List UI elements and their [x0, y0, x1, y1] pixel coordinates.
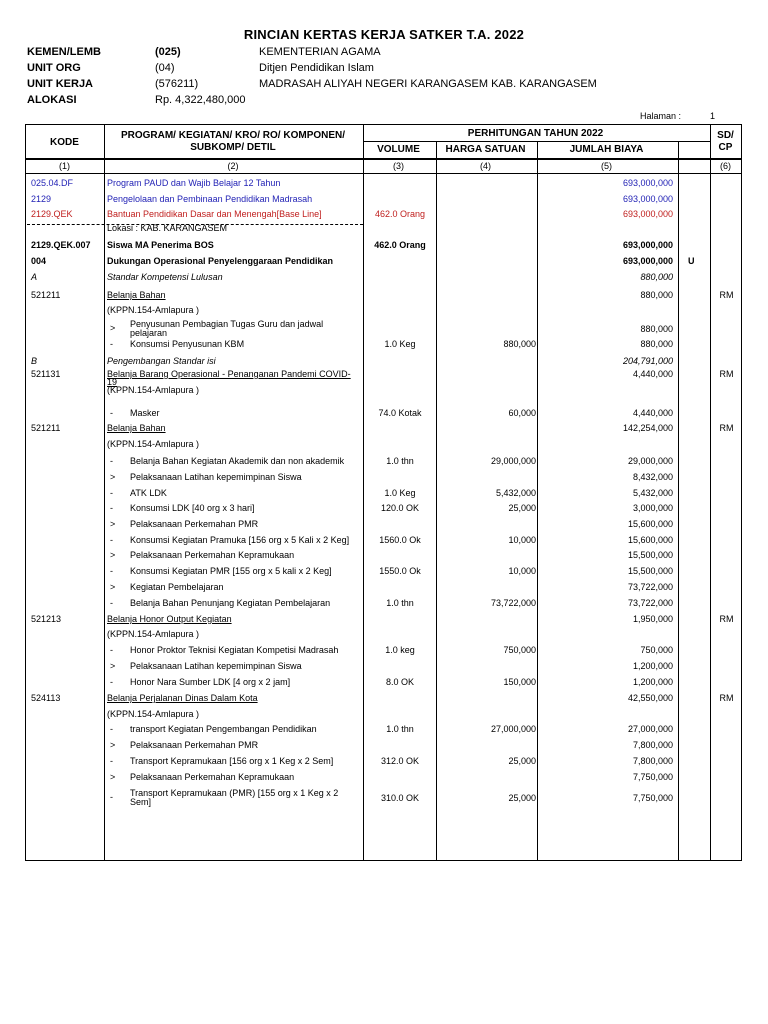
row-volume: 1.0 Keg	[384, 339, 416, 349]
row-detail: Belanja Bahan Kegiatan Akademik dan non akademik	[130, 456, 345, 466]
header-code: (025)	[155, 46, 181, 58]
row-program: (KPPN.154-Amlapura )	[107, 709, 200, 719]
row-volume: 74.0 Kotak	[378, 408, 422, 418]
row-kode: 025.04.DF	[31, 178, 74, 188]
col-number: (6)	[720, 161, 731, 171]
row-program: (KPPN.154-Amlapura )	[107, 439, 200, 449]
row-harga-satuan: 60,000	[508, 408, 536, 418]
col-number: (3)	[393, 161, 404, 171]
row-kode: 2129	[31, 194, 52, 204]
row-detail-cont: Sem]	[130, 797, 152, 807]
row-program: Bantuan Pendidikan Dasar dan Menengah[Base Line]	[107, 209, 322, 219]
row-detail: Pelaksanaan Latihan kepemimpinan Siswa	[130, 661, 302, 671]
row-jumlah-biaya: 204,791,000	[622, 356, 673, 366]
row-bullet: -	[110, 503, 113, 513]
row-volume: 310.0 OK	[380, 793, 420, 803]
row-bullet: -	[110, 456, 113, 466]
col-header-perhitungan: PERHITUNGAN TAHUN 2022	[467, 128, 604, 139]
row-sumber-dana: RM	[719, 693, 734, 703]
row-jumlah-biaya: 693,000,000	[622, 178, 673, 188]
row-bullet: -	[110, 756, 113, 766]
row-bullet: -	[110, 677, 113, 687]
row-detail: transport Kegiatan Pengembangan Pendidikan	[130, 724, 317, 734]
row-jumlah-biaya: 29,000,000	[627, 456, 673, 466]
row-detail: Pelaksanaan Perkemahan PMR	[130, 740, 259, 750]
row-jumlah-biaya: 7,750,000	[632, 772, 673, 782]
row-detail: Penyusunan Pembagian Tugas Guru dan jadwal	[130, 319, 324, 329]
row-kode: B	[31, 356, 38, 366]
row-detail-cont: pelajaran	[130, 328, 168, 338]
page-label: Halaman :	[640, 111, 682, 121]
row-bullet: >	[110, 550, 116, 560]
row-volume: 8.0 OK	[385, 677, 414, 687]
row-program: Program PAUD dan Wajib Belajar 12 Tahun	[107, 178, 281, 188]
page-number: 1	[710, 111, 716, 121]
document-title: RINCIAN KERTAS KERJA SATKER T.A. 2022	[243, 27, 525, 42]
row-detail: Masker	[130, 408, 160, 418]
row-jumlah-biaya: 142,254,000	[622, 423, 673, 433]
row-harga-satuan: 25,000	[508, 793, 536, 803]
col-header-cp: CP	[718, 142, 733, 153]
header-code: (04)	[155, 62, 175, 74]
row-kode: 004	[31, 256, 47, 266]
row-detail: Konsumsi Kegiatan Pramuka [156 org x 5 Kali x 2 Keg]	[130, 535, 350, 545]
row-jumlah-biaya: 750,000	[640, 645, 673, 655]
row-bullet: -	[110, 645, 113, 655]
row-detail: Konsumsi Penyusunan KBM	[130, 339, 245, 349]
row-kode: 521131	[31, 369, 61, 379]
row-kode: 521211	[31, 423, 61, 433]
row-bullet: -	[110, 408, 113, 418]
row-jumlah-biaya: 15,500,000	[627, 566, 673, 576]
row-bullet: >	[110, 740, 116, 750]
row-volume: 462.0 Orang	[374, 240, 426, 250]
row-jumlah-biaya: 693,000,000	[622, 256, 673, 266]
row-jumlah-biaya: 880,000	[640, 324, 673, 334]
row-bullet: >	[110, 772, 116, 782]
row-harga-satuan: 25,000	[508, 503, 536, 513]
row-detail: Pelaksanaan Latihan kepemimpinan Siswa	[130, 472, 302, 482]
row-kode: A	[31, 272, 38, 282]
row-detail: Belanja Bahan Penunjang Kegiatan Pembelajaran	[130, 598, 331, 608]
row-program: Dukungan Operasional Penyelenggaraan Pendidikan	[107, 256, 334, 266]
row-jumlah-biaya: 73,722,000	[627, 598, 673, 608]
row-bullet: >	[110, 582, 116, 592]
row-program: Pengelolaan dan Pembinaan Pendidikan Madrasah	[107, 194, 313, 204]
row-divider	[26, 173, 741, 174]
row-bullet: -	[110, 598, 113, 608]
header-label: ALOKASI	[27, 94, 77, 106]
row-detail: Kegiatan Pembelajaran	[130, 582, 224, 592]
row-jumlah-biaya: 693,000,000	[622, 194, 673, 204]
row-sumber-dana: RM	[719, 423, 734, 433]
row-kode: 524113	[31, 693, 61, 703]
row-kode: 521213	[31, 614, 62, 624]
row-sumber-dana: RM	[719, 369, 734, 379]
row-jumlah-biaya: 7,800,000	[632, 740, 673, 750]
header-code: (576211)	[155, 78, 199, 90]
row-program: (KPPN.154-Amlapura )	[107, 305, 200, 315]
row-program: Belanja Honor Output Kegiatan	[107, 614, 232, 624]
row-harga-satuan: 750,000	[503, 645, 536, 655]
col-header-volume: VOLUME	[377, 144, 420, 155]
row-bullet: -	[110, 724, 113, 734]
row-harga-satuan: 29,000,000	[490, 456, 536, 466]
col-divider	[537, 141, 538, 860]
row-divider	[363, 141, 710, 142]
row-bullet: -	[110, 339, 113, 349]
row-harga-satuan: 10,000	[508, 566, 536, 576]
row-jumlah-biaya: 27,000,000	[627, 724, 673, 734]
row-detail: Konsumsi Kegiatan PMR [155 org x 5 kali x 2 Keg]	[130, 566, 332, 576]
row-bullet: -	[110, 488, 113, 498]
col-divider	[104, 125, 105, 860]
header-code: Rp. 4,322,480,000	[155, 94, 246, 106]
row-detail: Pelaksanaan Perkemahan Kepramukaan	[130, 772, 295, 782]
row-harga-satuan: 27,000,000	[490, 724, 536, 734]
col-divider	[678, 141, 679, 860]
row-jumlah-biaya: 15,600,000	[627, 535, 673, 545]
row-bullet: -	[110, 792, 113, 802]
row-detail: Pelaksanaan Perkemahan Kepramukaan	[130, 550, 295, 560]
row-harga-satuan: 10,000	[508, 535, 536, 545]
col-number: (5)	[601, 161, 612, 171]
header-name: MADRASAH ALIYAH NEGERI KARANGASEM KAB. KARANGASEM	[259, 78, 597, 90]
row-jumlah-biaya: 15,500,000	[627, 550, 673, 560]
row-jumlah-biaya: 1,200,000	[632, 677, 673, 687]
row-volume: 312.0 OK	[380, 756, 420, 766]
row-volume: 1.0 Keg	[384, 488, 416, 498]
row-jumlah-biaya: 693,000,000	[622, 209, 673, 219]
row-harga-satuan: 5,432,000	[495, 488, 536, 498]
row-bullet: >	[110, 661, 116, 671]
row-program: Lokasi : KAB. KARANGASEM	[107, 223, 228, 233]
row-jumlah-biaya: 4,440,000	[632, 408, 673, 418]
row-volume: 120.0 OK	[380, 503, 420, 513]
row-program-cont: (KPPN.154-Amlapura )	[107, 385, 200, 395]
row-program: Standar Kompetensi Lulusan	[107, 272, 223, 282]
row-bullet: -	[110, 535, 113, 545]
row-detail: Honor Proktor Teknisi Kegiatan Kompetisi Madrasah	[130, 645, 339, 655]
row-jumlah-biaya: 1,950,000	[632, 614, 673, 624]
header-label: UNIT ORG	[27, 62, 81, 74]
row-jumlah-biaya: 7,750,000	[632, 793, 673, 803]
row-volume: 462.0 Orang	[374, 209, 426, 219]
row-volume: 1560.0 Ok	[379, 535, 421, 545]
row-jumlah-biaya: 693,000,000	[622, 240, 673, 250]
row-bullet: >	[110, 519, 116, 529]
col-header-harga: HARGA SATUAN	[445, 144, 526, 155]
row-bullet: >	[110, 472, 116, 482]
row-detail: Transport Kepramukaan [156 org x 1 Keg x 2 Sem]	[130, 756, 334, 766]
col-header-program: PROGRAM/ KEGIATAN/ KRO/ RO/ KOMPONEN/	[120, 130, 346, 141]
row-divider	[26, 158, 741, 160]
col-number: (1)	[59, 161, 70, 171]
header-name: KEMENTERIAN AGAMA	[259, 46, 381, 58]
row-detail: Transport Kepramukaan (PMR) [155 org x 1 Keg x 2	[130, 788, 339, 798]
row-jumlah-biaya: 1,200,000	[632, 661, 673, 671]
row-detail: Konsumsi LDK [40 org x 3 hari]	[130, 503, 255, 513]
row-jumlah-biaya: 880,000	[640, 290, 673, 300]
row-program: Belanja Bahan	[107, 423, 166, 433]
row-jumlah-biaya: 4,440,000	[632, 369, 673, 379]
col-header-sd: SD/	[717, 130, 734, 141]
col-divider	[710, 125, 711, 860]
col-number: (2)	[227, 161, 239, 171]
row-volume: 1.0 thn	[386, 598, 414, 608]
row-harga-satuan: 73,722,000	[490, 598, 536, 608]
row-jumlah-biaya: 15,600,000	[627, 519, 673, 529]
row-program: Belanja Barang Operasional - Penanganan Pandemi COVID-	[107, 369, 351, 379]
row-jumlah-biaya: 880,000	[640, 272, 673, 282]
col-header-program-2: SUBKOMP/ DETIL	[190, 142, 276, 153]
header-label: KEMEN/LEMB	[27, 46, 101, 58]
row-kode: 2129.QEK	[31, 209, 73, 219]
row-jumlah-biaya: 880,000	[640, 339, 673, 349]
row-detail: Honor Nara Sumber LDK [4 org x 2 jam]	[130, 677, 291, 687]
row-program: Belanja Bahan	[107, 290, 166, 300]
row-kode: 2129.QEK.007	[31, 240, 91, 250]
row-sumber-dana: RM	[719, 290, 734, 300]
row-jumlah-biaya: 5,432,000	[632, 488, 673, 498]
col-header-jumlah: JUMLAH BIAYA	[569, 144, 644, 155]
row-harga-satuan: 150,000	[503, 677, 536, 687]
row-sumber-dana: RM	[719, 614, 734, 624]
row-program: Pengembangan Standar isi	[107, 356, 216, 366]
row-jumlah-biaya: 73,722,000	[627, 582, 673, 592]
row-volume: 1550.0 Ok	[379, 566, 421, 576]
row-detail: ATK LDK	[130, 488, 167, 498]
row-harga-satuan: 880,000	[503, 339, 536, 349]
row-volume: 1.0 thn	[386, 456, 414, 466]
row-kode: 521211	[31, 290, 61, 300]
row-flag: U	[688, 256, 695, 266]
col-header-kode: KODE	[50, 137, 79, 148]
row-program-cont: 19	[107, 377, 118, 387]
row-jumlah-biaya: 3,000,000	[632, 503, 673, 513]
row-jumlah-biaya: 7,800,000	[632, 756, 673, 766]
row-volume: 1.0 thn	[386, 724, 414, 734]
row-bullet: >	[110, 323, 116, 333]
row-program: (KPPN.154-Amlapura )	[107, 629, 200, 639]
header-label: UNIT KERJA	[27, 78, 94, 90]
row-jumlah-biaya: 8,432,000	[632, 472, 673, 482]
col-number: (4)	[480, 161, 491, 171]
row-program: Siswa MA Penerima BOS	[107, 240, 214, 250]
row-harga-satuan: 25,000	[508, 756, 536, 766]
row-detail: Pelaksanaan Perkemahan PMR	[130, 519, 259, 529]
row-bullet: -	[110, 566, 113, 576]
row-program: Belanja Perjalanan Dinas Dalam Kota	[107, 693, 258, 703]
row-volume: 1.0 keg	[385, 645, 415, 655]
header-name: Ditjen Pendidikan Islam	[259, 62, 374, 74]
col-divider	[436, 141, 437, 860]
row-jumlah-biaya: 42,550,000	[627, 693, 673, 703]
